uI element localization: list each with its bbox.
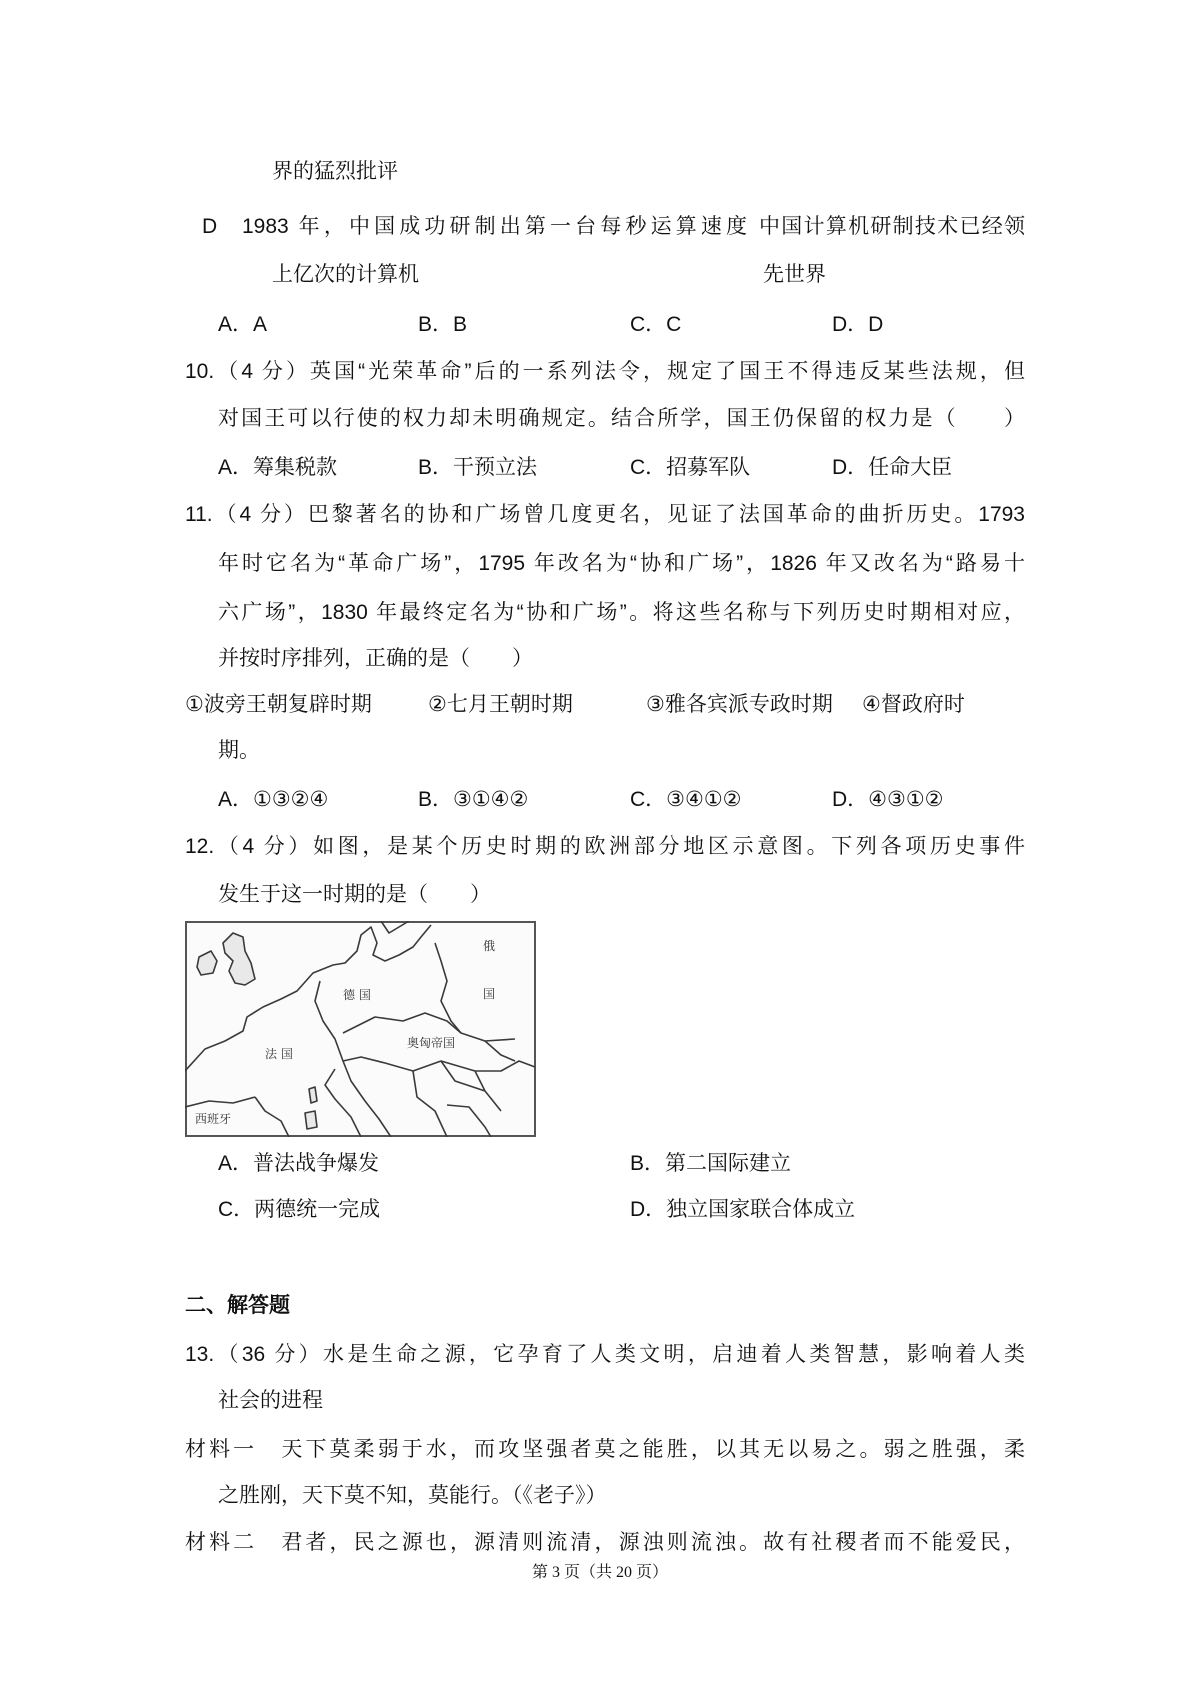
q11-option-c: C．③④①② [630,788,742,811]
q10-option-d: D．任命大臣 [832,456,953,479]
q13-material1-line1: 材料一 天下莫柔弱于水，而攻坚强者莫之能胜，以其无以易之。弱之胜强，柔 [185,1438,1025,1461]
q11-stem-line4: 并按时序排列，正确的是（ ） [218,647,533,670]
q11-stem-line2: 年时它名为“革命广场”，1795 年改名为“协和广场”，1826 年又改名为“路易十 [218,552,1025,575]
map-label-russia-2: 国 [483,987,496,1001]
q12-option-b: B．第二国际建立 [630,1152,792,1175]
q9-option-c: C．C [630,313,682,336]
q10-stem-line1: 10.（4 分）英国“光荣革命”后的一系列法令，规定了国王不得违反某些法规，但 [185,360,1025,383]
q9-option-d: D．D [832,313,884,336]
q13-material1-line2: 之胜刚，天下莫不知，莫能行。（《老子》） [218,1484,607,1507]
q12-stem-line2: 发生于这一时期的是（ ） [218,883,491,906]
q11-option-d: D．④③①② [832,788,944,811]
q12-option-d: D．独立国家联合体成立 [630,1198,856,1221]
q11-item-3: ③雅各宾派专政时期 [646,693,833,716]
q9-row-d-event-line2: 上亿次的计算机 [272,263,419,286]
section-title: 二、解答题 [185,1294,290,1317]
europe-map-figure [185,921,536,1137]
q9-row-d-comment-line1: 中国计算机研制技术已经领 [759,215,1025,238]
q12-option-c: C．两德统一完成 [218,1198,381,1221]
map-label-spain: 西班牙 [195,1112,232,1126]
q11-option-a: A．①③②④ [218,788,329,811]
q9-row-d-letter: D [202,215,218,238]
q11-item-4: ④督政府时 [862,693,965,716]
map-label-germany: 德 国 [343,988,371,1002]
q12-option-a: A．普法战争爆发 [218,1152,380,1175]
q10-option-c: C．招募军队 [630,456,751,479]
q13-stem-line2: 社会的进程 [218,1389,323,1412]
q9-row-d-comment-line2: 先世界 [763,263,826,286]
q11-item-2: ②七月王朝时期 [428,693,573,716]
q13-material2-line1: 材料二 君者，民之源也，源清则流清，源浊则流浊。故有社稷者而不能爱民， [185,1531,1025,1554]
q11-option-b: B．③①④② [418,788,529,811]
q11-stem-line3: 六广场”，1830 年最终定名为“协和广场”。将这些名称与下列历史时期相对应， [218,601,1025,624]
map-label-france: 法 国 [265,1047,293,1061]
q10-option-b: B．干预立法 [418,456,538,479]
q9-row-d-event-line1: 1983 年，中国成功研制出第一台每秒运算速度 [242,215,747,238]
q11-item-1: ①波旁王朝复辟时期 [185,693,372,716]
map-label-austria-hungary: 奥匈帝国 [407,1036,456,1050]
q10-stem-line2: 对国王可以行使的权力却未明确规定。结合所学，国王仍保留的权力是（ ） [218,407,1025,430]
q9-row-c-continued: 界的猛烈批评 [272,160,398,183]
q11-stem-line1: 11.（4 分）巴黎著名的协和广场曾几度更名，见证了法国革命的曲折历史。1793 [185,503,1025,526]
q12-stem-line1: 12.（4 分）如图，是某个历史时期的欧洲部分地区示意图。下列各项历史事件 [185,835,1025,858]
q11-item-4-continued: 期。 [218,739,260,762]
page-footer: 第 3 页（共 20 页） [531,1564,668,1581]
q13-stem-line1: 13.（36 分）水是生命之源，它孕育了人类文明，启迪着人类智慧，影响着人类 [185,1343,1025,1366]
q9-option-b: B．B [418,313,468,336]
map-label-russia-1: 俄 [483,939,496,953]
q10-option-a: A．筹集税款 [218,456,338,479]
map-sardinia [305,1111,317,1129]
map-corsica [309,1087,317,1103]
q9-option-a: A．A [218,313,268,336]
